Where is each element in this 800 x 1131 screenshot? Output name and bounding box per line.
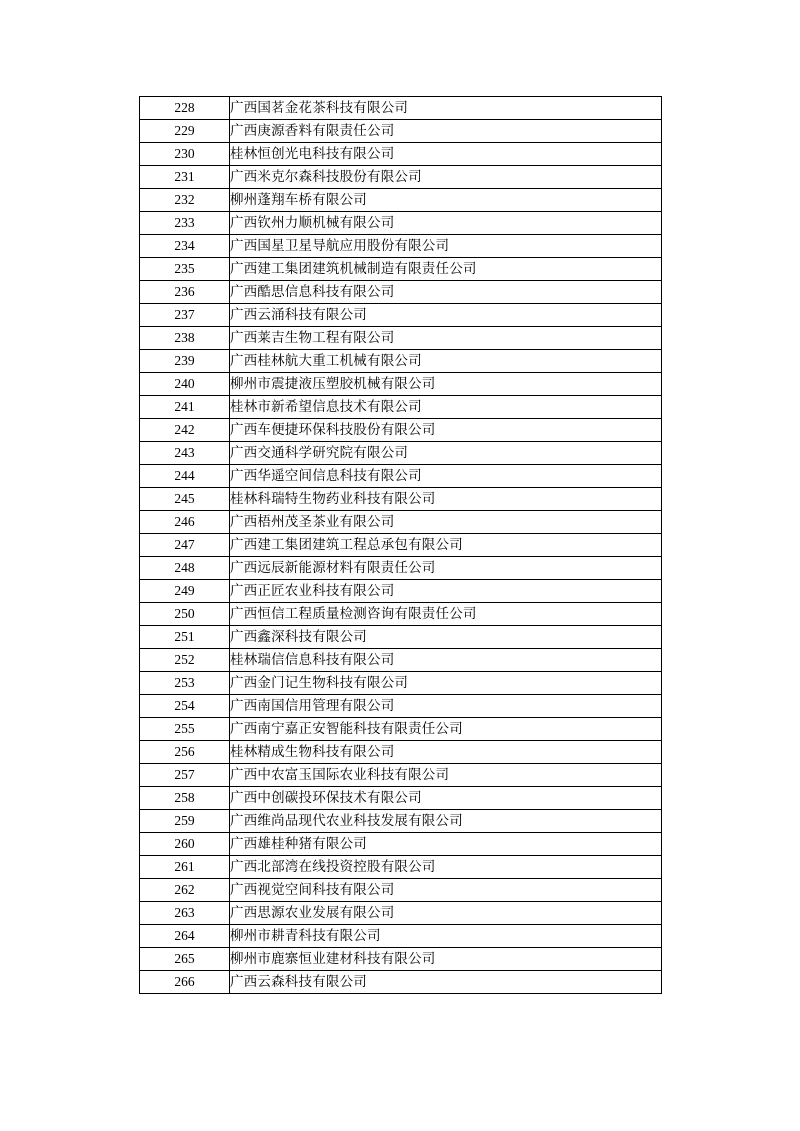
row-number-cell: 258	[140, 787, 230, 810]
company-name-cell: 广西恒信工程质量检测咨询有限责任公司	[230, 603, 662, 626]
table-row	[140, 902, 662, 925]
row-number-cell: 247	[140, 534, 230, 557]
row-number-cell: 251	[140, 626, 230, 649]
company-name-cell: 广西国茗金花茶科技有限公司	[230, 97, 662, 120]
table-row	[140, 189, 662, 212]
company-name-cell: 桂林市新希望信息技术有限公司	[230, 396, 662, 419]
company-name-cell: 广西中创碳投环保技术有限公司	[230, 787, 662, 810]
row-number-cell: 237	[140, 304, 230, 327]
company-name-cell: 广西华遥空间信息科技有限公司	[230, 465, 662, 488]
row-number-cell: 255	[140, 718, 230, 741]
row-number-cell: 252	[140, 649, 230, 672]
table-row	[140, 442, 662, 465]
table-row	[140, 833, 662, 856]
table-row	[140, 948, 662, 971]
row-number-cell: 261	[140, 856, 230, 879]
row-number-cell: 264	[140, 925, 230, 948]
table-row	[140, 925, 662, 948]
table-row	[140, 396, 662, 419]
table-row	[140, 350, 662, 373]
row-number-cell: 240	[140, 373, 230, 396]
company-name-cell: 桂林精成生物科技有限公司	[230, 741, 662, 764]
row-number-cell: 236	[140, 281, 230, 304]
company-name-cell: 广西金门记生物科技有限公司	[230, 672, 662, 695]
row-number-cell: 239	[140, 350, 230, 373]
row-number-cell: 259	[140, 810, 230, 833]
company-name-cell: 广西维尚品现代农业科技发展有限公司	[230, 810, 662, 833]
row-number-cell: 243	[140, 442, 230, 465]
table-row	[140, 488, 662, 511]
table-row	[140, 672, 662, 695]
row-number-cell: 231	[140, 166, 230, 189]
company-name-cell: 广西鑫深科技有限公司	[230, 626, 662, 649]
table-row	[140, 281, 662, 304]
row-number-cell: 229	[140, 120, 230, 143]
table-row	[140, 120, 662, 143]
table-row	[140, 649, 662, 672]
company-name-cell: 广西北部湾在线投资控股有限公司	[230, 856, 662, 879]
table-row	[140, 741, 662, 764]
row-number-cell: 260	[140, 833, 230, 856]
company-name-cell: 桂林科瑞特生物药业科技有限公司	[230, 488, 662, 511]
company-name-cell: 柳州市耕青科技有限公司	[230, 925, 662, 948]
company-name-cell: 广西莱吉生物工程有限公司	[230, 327, 662, 350]
row-number-cell: 232	[140, 189, 230, 212]
table-row	[140, 718, 662, 741]
table-row	[140, 327, 662, 350]
row-number-cell: 242	[140, 419, 230, 442]
row-number-cell: 249	[140, 580, 230, 603]
company-name-cell: 柳州市震捷液压塑胶机械有限公司	[230, 373, 662, 396]
table-row	[140, 304, 662, 327]
table-row	[140, 580, 662, 603]
company-name-cell: 广西中农富玉国际农业科技有限公司	[230, 764, 662, 787]
row-number-cell: 233	[140, 212, 230, 235]
company-name-cell: 广西梧州茂圣茶业有限公司	[230, 511, 662, 534]
row-number-cell: 253	[140, 672, 230, 695]
table-row	[140, 856, 662, 879]
row-number-cell: 250	[140, 603, 230, 626]
table-row	[140, 557, 662, 580]
row-number-cell: 241	[140, 396, 230, 419]
table-row	[140, 810, 662, 833]
row-number-cell: 230	[140, 143, 230, 166]
row-number-cell: 245	[140, 488, 230, 511]
row-number-cell: 228	[140, 97, 230, 120]
table-row	[140, 511, 662, 534]
row-number-cell: 256	[140, 741, 230, 764]
row-number-cell: 262	[140, 879, 230, 902]
company-name-cell: 广西思源农业发展有限公司	[230, 902, 662, 925]
company-name-cell: 广西庚源香料有限责任公司	[230, 120, 662, 143]
table-row	[140, 212, 662, 235]
row-number-cell: 235	[140, 258, 230, 281]
company-name-cell: 广西远辰新能源材料有限责任公司	[230, 557, 662, 580]
company-name-cell: 广西交通科学研究院有限公司	[230, 442, 662, 465]
table-row	[140, 419, 662, 442]
table-row	[140, 971, 662, 994]
company-name-cell: 柳州蓬翔车桥有限公司	[230, 189, 662, 212]
table-row	[140, 626, 662, 649]
company-name-cell: 广西米克尔森科技股份有限公司	[230, 166, 662, 189]
row-number-cell: 266	[140, 971, 230, 994]
row-number-cell: 263	[140, 902, 230, 925]
table-row	[140, 879, 662, 902]
company-name-cell: 广西国星卫星导航应用股份有限公司	[230, 235, 662, 258]
row-number-cell: 244	[140, 465, 230, 488]
company-name-cell: 广西车便捷环保科技股份有限公司	[230, 419, 662, 442]
company-name-cell: 广西桂林航大重工机械有限公司	[230, 350, 662, 373]
company-name-cell: 广西南宁嘉正安智能科技有限责任公司	[230, 718, 662, 741]
table-row	[140, 695, 662, 718]
company-name-cell: 广西酷思信息科技有限公司	[230, 281, 662, 304]
row-number-cell: 254	[140, 695, 230, 718]
table-row	[140, 97, 662, 120]
table-row	[140, 787, 662, 810]
company-name-cell: 广西建工集团建筑机械制造有限责任公司	[230, 258, 662, 281]
table-row	[140, 373, 662, 396]
table-row	[140, 534, 662, 557]
company-name-cell: 广西正匠农业科技有限公司	[230, 580, 662, 603]
row-number-cell: 238	[140, 327, 230, 350]
company-name-cell: 广西雄桂种猪有限公司	[230, 833, 662, 856]
row-number-cell: 265	[140, 948, 230, 971]
table-row	[140, 603, 662, 626]
company-name-cell: 广西南国信用管理有限公司	[230, 695, 662, 718]
company-name-cell: 广西视觉空间科技有限公司	[230, 879, 662, 902]
company-name-cell: 广西云涌科技有限公司	[230, 304, 662, 327]
company-list-body	[140, 97, 662, 994]
company-name-cell: 桂林瑞信信息科技有限公司	[230, 649, 662, 672]
table-row	[140, 143, 662, 166]
table-row	[140, 465, 662, 488]
company-name-cell: 广西云森科技有限公司	[230, 971, 662, 994]
row-number-cell: 257	[140, 764, 230, 787]
table-row	[140, 764, 662, 787]
company-name-cell: 桂林恒创光电科技有限公司	[230, 143, 662, 166]
table-row	[140, 258, 662, 281]
row-number-cell: 248	[140, 557, 230, 580]
row-number-cell: 234	[140, 235, 230, 258]
table-row	[140, 235, 662, 258]
company-name-cell: 广西钦州力顺机械有限公司	[230, 212, 662, 235]
company-name-cell: 广西建工集团建筑工程总承包有限公司	[230, 534, 662, 557]
table-row	[140, 166, 662, 189]
company-list-table	[139, 96, 662, 994]
row-number-cell: 246	[140, 511, 230, 534]
company-name-cell: 柳州市鹿寨恒业建材科技有限公司	[230, 948, 662, 971]
